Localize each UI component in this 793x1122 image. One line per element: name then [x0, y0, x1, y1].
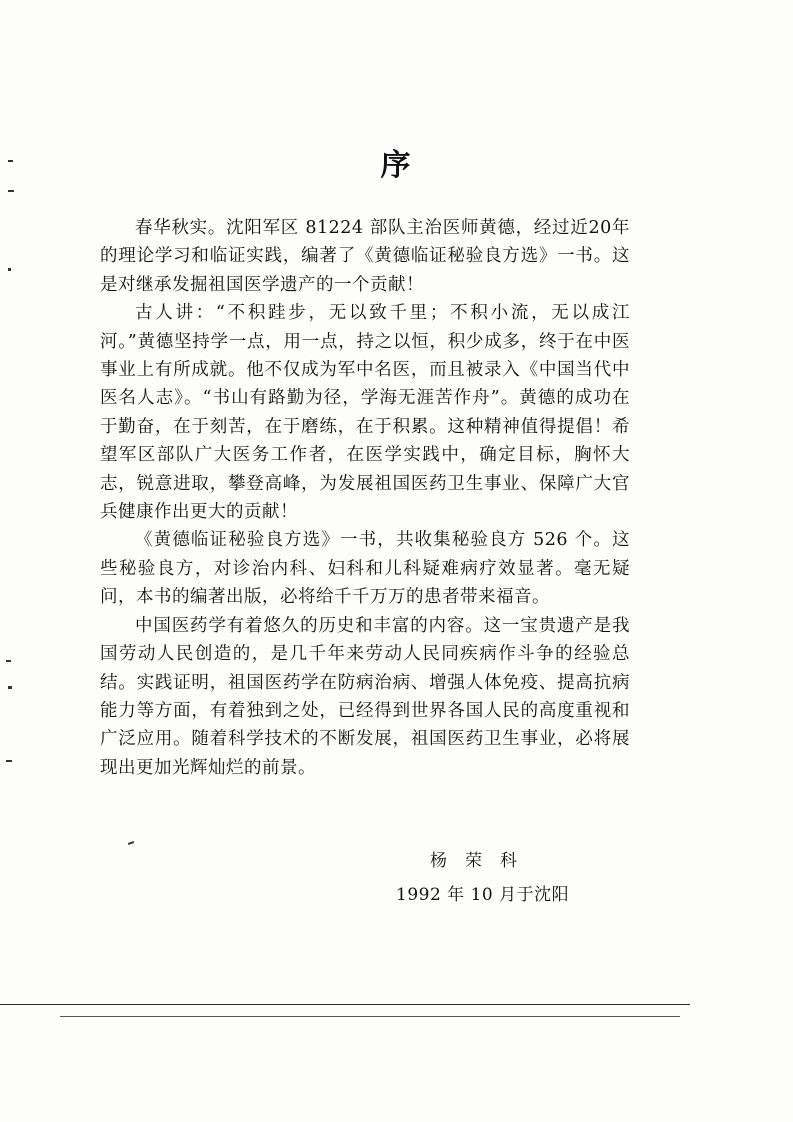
- preface-body: [100, 214, 630, 782]
- author-signature: 杨荣科: [430, 851, 535, 871]
- scan-rule-line: [60, 1016, 680, 1017]
- scan-speck: [8, 190, 14, 192]
- paragraph: 古人讲：“不积跬步，无以致千里；不积小流，无以成江河。”黄德坚持学一点，用一点，持之以恒，积少成多，终于在中医事业上有所成就。他不仅成为军中名医，而且被录入《中国当代中医名人志》。“书山有路勤为径，学海无涯苦作舟”。黄德的成功在于勤奋，在于刻苦，在于磨练，在于积累。这种精神值得提倡！希望军区部队广大医务工作者，在医学实践中，确定目标，胸怀大志，锐意进取，攀登高峰，为发展祖国医药卫生事业、保障广大官兵健康作出更大的贡献！: [100, 303, 630, 523]
- scan-speck: [128, 841, 134, 845]
- scan-speck: [8, 160, 13, 162]
- scan-speck: [6, 660, 11, 662]
- signature-date: 1992 年 10 月于沈阳: [396, 885, 570, 905]
- scan-speck: [8, 686, 12, 689]
- paragraph: 《黄德临证秘验良方选》一书，共收集秘验良方 526 个。这些秘验良方，对诊治内科、妇科和儿科疑难病疗效显著。毫无疑问，本书的编著出版，必将给千千万万的患者带来福音。: [100, 530, 630, 608]
- scan-rule-line: [0, 1004, 690, 1005]
- paragraph: 春华秋实。沈阳军区 81224 部队主治医师黄德，经过近20年的理论学习和临证实践，编著了《黄德临证秘验良方选》一书。这是对继承发掘祖国医学遗产的一个贡献！: [100, 218, 630, 295]
- scan-speck: [6, 760, 12, 762]
- scan-speck: [8, 268, 11, 271]
- paragraph: 中国医药学有着悠久的历史和丰富的内容。这一宝贵遗产是我国劳动人民创造的，是几千年来劳动人民同疾病作斗争的经验总结。实践证明，祖国医药学在防病治病、增强人体免疫、提高抗病能力等方面，有着独到之处，已经得到世界各国人民的高度重视和广泛应用。随着科学技术的不断发展，祖国医药卫生事业，必将展现出更加光辉灿烂的前景。: [100, 615, 630, 778]
- page-title: 序: [380, 148, 413, 183]
